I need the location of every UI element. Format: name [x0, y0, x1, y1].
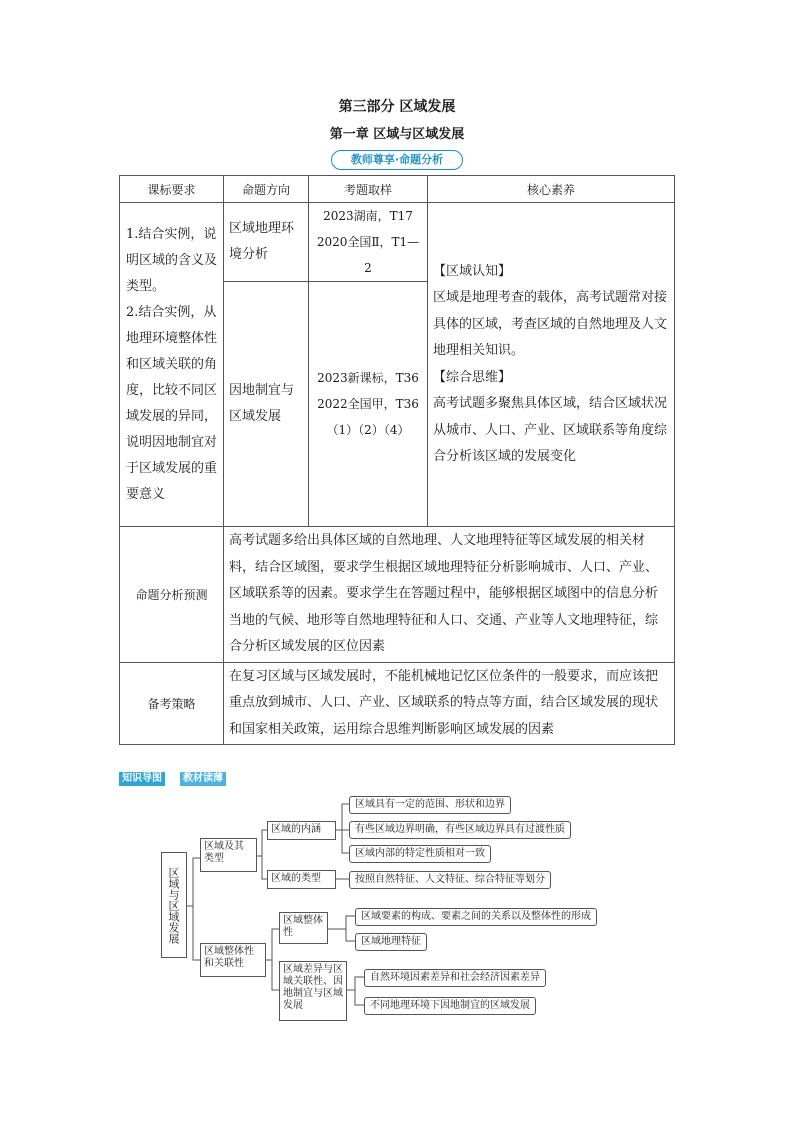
header-requirements: 课标要求 — [120, 176, 224, 203]
literacy-title-2: 【综合思维】 — [433, 369, 512, 385]
direction-1: 区域地理环境分析 — [224, 203, 309, 282]
mindmap-leaf: 按照自然特征、人文特征、综合特征等划分 — [349, 871, 551, 889]
sample-line: 2023新课标，T36 — [317, 371, 419, 385]
mindmap-leaf: 区域地理特征 — [355, 933, 427, 951]
chapter-title: 第一章 区域与区域发展 — [329, 127, 465, 142]
prediction-text: 高考试题多给出具体区域的自然地理、人文地理特征等区域发展的相关材料，结合区域图，要求学生根据区域地理特征分析影响城市、人口、产业、区域联系等的因素。要求学生在答题过程中，能够根据区域图中的信息分析当地的气候、地形等自然地理特征和人口、交通、产业等人文地理特征，综合分析区域发展的区位因素 — [224, 527, 675, 663]
requirement-2: 2.结合实例，从地理环境整体性和区域关联的角度，比较不同区域发展的异同，说明因地制宜对于区域发展的重要意义 — [126, 304, 218, 502]
mindmap-leaf: 区域内部的特定性质相对一致 — [349, 845, 491, 863]
mindmap-node-differences: 区域差异与区域关联性、因地制宜与区域发展 — [279, 961, 347, 1021]
strategy-text: 在复习区域与区域发展时，不能机械地记忆区位条件的一般要求，而应该把重点放到城市、人口、产业、区域联系的特点等方面，结合区域发展的现状和国家相关政策，运用综合思维判断影响区域发展的因素 — [224, 663, 675, 745]
section-tag-mindmap: 知识导图 — [119, 772, 165, 786]
section-tag-textbook: 教材读薄 — [180, 772, 226, 786]
literacy-text-1: 区域是地理考查的载体，高考试题常对接具体的区域，考查区域的自然地理及人文地理相关知识。 — [433, 290, 668, 358]
teacher-badge: 教师尊享·命题分析 — [331, 150, 463, 170]
requirement-1: 1.结合实例，说明区域的含义及类型。 — [126, 226, 218, 294]
mindmap-node-integrity: 区域整体性 — [279, 912, 328, 944]
literacy-text-2: 高考试题多聚焦具体区域，结合区域状况从城市、人口、产业、区域联系等角度综合分析该区域的发展变化 — [433, 396, 668, 464]
mindmap-leaf: 区域要素的构成、要素之间的关系以及整体性的形成 — [355, 908, 597, 926]
mindmap-node-region-types: 区域的类型 — [267, 870, 336, 889]
direction-2: 因地制宜与区域发展 — [224, 282, 309, 527]
mindmap-leaf: 不同地理环境下因地制宜的区域发展 — [364, 997, 536, 1015]
sample-line: 2023湖南，T17 — [323, 209, 413, 223]
prediction-label: 命题分析预测 — [120, 527, 224, 663]
mindmap-branch-integrity: 区域整体性和关联性 — [200, 943, 266, 977]
sample-line: 2020全国Ⅱ，T1—2 — [316, 235, 420, 275]
mindmap-leaf: 区域具有一定的范围、形状和边界 — [349, 796, 511, 814]
mindmap-leaf: 自然环境因素差异和社会经济因素差异 — [364, 969, 546, 987]
sample-line: 2022全国甲，T36（1）（2）（4） — [317, 397, 419, 437]
mindmap-root: 区域与区域发展 — [161, 852, 187, 958]
header-literacy: 核心素养 — [428, 176, 675, 203]
literacy-title-1: 【区域认知】 — [433, 263, 512, 279]
part-title: 第三部分 区域发展 — [338, 99, 456, 115]
header-samples: 考题取样 — [309, 176, 428, 203]
mindmap-leaf: 有些区域边界明确，有些区域边界具有过渡性质 — [349, 821, 571, 839]
header-direction: 命题方向 — [224, 176, 309, 203]
mindmap-node-region-connotation: 区域的内涵 — [267, 821, 336, 840]
mindmap-branch-region-types: 区域及其类型 — [200, 838, 257, 872]
strategy-label: 备考策略 — [120, 663, 224, 745]
